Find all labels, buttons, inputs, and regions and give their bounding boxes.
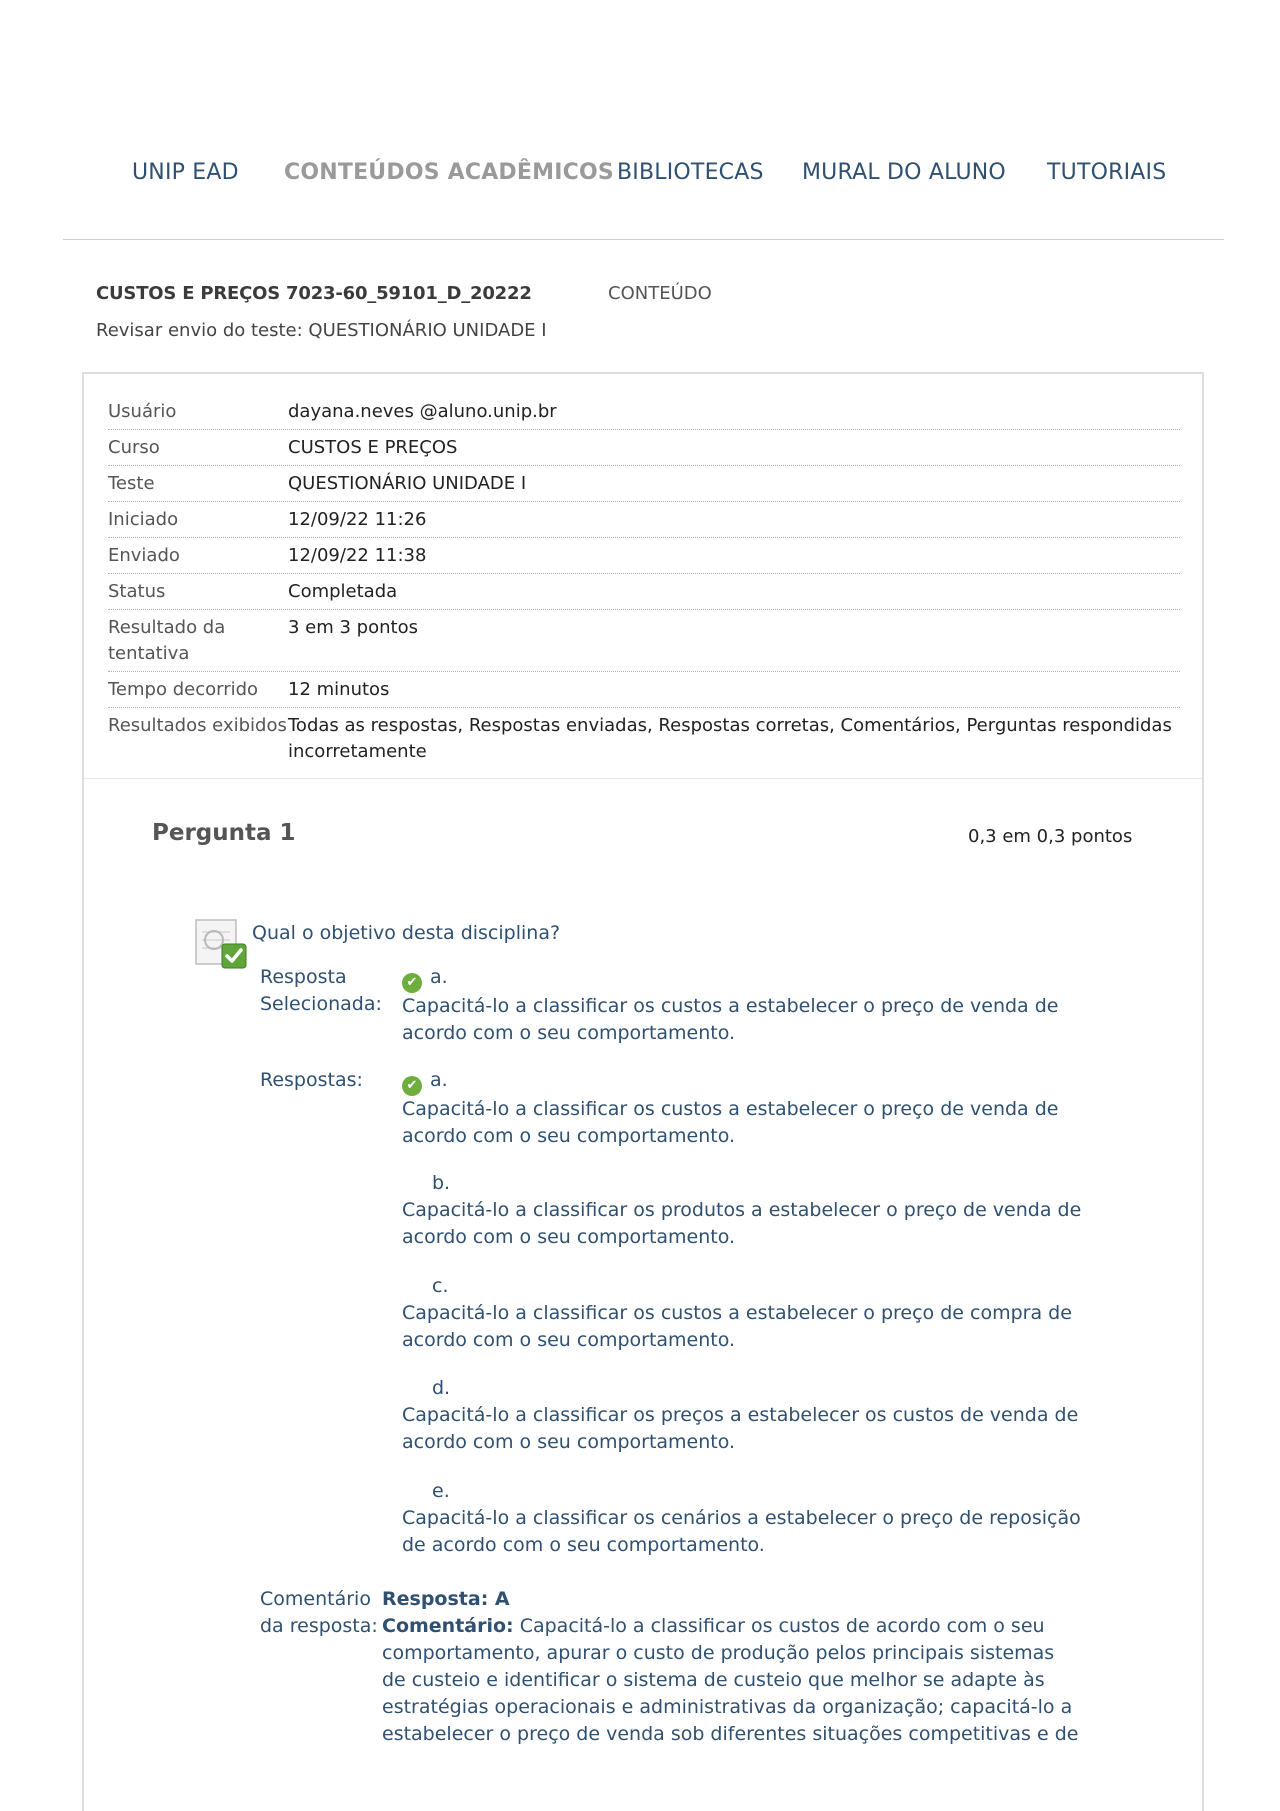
detail-label: Resultados exibidos	[108, 715, 287, 736]
answer-option	[402, 1375, 1082, 1456]
check-icon: ✔	[402, 1076, 422, 1096]
detail-label: Enviado	[108, 545, 180, 566]
comment-prefix: Comentário:	[382, 1615, 514, 1637]
detail-label: Tempo decorrido	[108, 679, 259, 700]
detail-label: Usuário	[108, 401, 177, 422]
breadcrumb-course[interactable]: CUSTOS E PREÇOS 7023-60_59101_D_20222	[96, 283, 532, 304]
detail-row	[108, 394, 1180, 430]
detail-value: 12/09/22 11:26	[288, 509, 427, 530]
detail-label: Curso	[108, 437, 160, 458]
answer-text: Capacitá-lo a classificar os custos a estabelecer o preço de compra de acordo com o seu comportamento.	[402, 1302, 1072, 1351]
comment-answer: Resposta: A	[382, 1588, 510, 1610]
detail-label: Teste	[108, 473, 155, 494]
detail-row	[108, 574, 1180, 610]
comment-body	[382, 1586, 1082, 1748]
answer-text: Capacitá-lo a classificar os produtos a estabelecer o preço de venda de acordo com o seu comportamento.	[402, 1199, 1082, 1248]
answer-letter: a.	[430, 1069, 448, 1091]
detail-value: Completada	[288, 581, 398, 602]
selected-answer-label: Resposta Selecionada:	[260, 966, 382, 1015]
nav-bibliotecas[interactable]: BIBLIOTECAS	[617, 160, 764, 185]
answer-option	[402, 1067, 1082, 1150]
answer-letter: e.	[432, 1480, 450, 1502]
detail-value: dayana.neves @aluno.unip.br	[288, 401, 557, 422]
selected-answer-letter-row	[402, 964, 1082, 993]
detail-value: 12/09/22 11:38	[288, 545, 427, 566]
answer-letter-row	[402, 1067, 1082, 1096]
detail-row	[108, 430, 1180, 466]
correct-answer-icon	[194, 918, 248, 970]
comment-label: Comentário da resposta:	[260, 1588, 378, 1637]
detail-label: Status	[108, 581, 166, 602]
check-icon: ✔	[402, 973, 422, 993]
detail-value: CUSTOS E PREÇOS	[288, 437, 458, 458]
nav-mural-do-aluno[interactable]: MURAL DO ALUNO	[802, 160, 1006, 185]
answer-text: Capacitá-lo a classificar os cenários a estabelecer o preço de reposição de acordo com o seu comportamento.	[402, 1507, 1081, 1556]
nav-unip-ead[interactable]: UNIP EAD	[132, 160, 239, 185]
answer-letter: c.	[432, 1275, 449, 1297]
selected-answer	[402, 964, 1082, 1047]
nav-tutoriais[interactable]: TUTORIAIS	[1047, 160, 1167, 185]
answer-letter: d.	[432, 1377, 451, 1399]
answer-letter: b.	[432, 1172, 451, 1194]
answer-option	[402, 1478, 1082, 1559]
detail-value: Todas as respostas, Respostas enviadas, Respostas corretas, Comentários, Perguntas respondidas incorretamente	[288, 715, 1172, 762]
detail-row	[108, 502, 1180, 538]
breadcrumb-section[interactable]: CONTEÚDO	[608, 283, 712, 304]
top-navigation	[0, 160, 1280, 192]
question-text: Qual o objetivo desta disciplina?	[252, 922, 561, 944]
detail-row	[108, 466, 1180, 502]
selected-answer-text: Capacitá-lo a classificar os custos a estabelecer o preço de venda de acordo com o seu comportamento.	[402, 995, 1059, 1044]
nav-divider	[63, 239, 1224, 240]
detail-row	[108, 610, 1180, 672]
detail-label: Iniciado	[108, 509, 179, 530]
answer-option	[402, 1273, 1082, 1354]
nav-conteudos-academicos[interactable]: CONTEÚDOS ACADÊMICOS	[284, 160, 614, 185]
answer-text: Capacitá-lo a classificar os custos a estabelecer o preço de venda de acordo com o seu comportamento.	[402, 1098, 1059, 1147]
breadcrumb	[96, 283, 532, 304]
question-points: 0,3 em 0,3 pontos	[968, 826, 1133, 847]
attempt-details	[108, 394, 1180, 769]
detail-value: QUESTIONÁRIO UNIDADE I	[288, 473, 527, 494]
detail-label: Resultado da tentativa	[108, 617, 226, 664]
detail-value: 3 em 3 pontos	[288, 617, 418, 638]
details-divider	[84, 778, 1202, 779]
detail-value: 12 minutos	[288, 679, 390, 700]
comment-text: Capacitá-lo a classificar os custos de acordo com o seu comportamento, apurar o custo de produção pelos principais sistemas de custeio e identificar o sistema de custeio que melhor se adapte às estratégias operacionais e administrativas da organização; capacitá-lo a estabelecer o preço de venda sob diferentes situações competitivas e de	[382, 1615, 1079, 1745]
detail-row	[108, 538, 1180, 574]
question-title: Pergunta 1	[152, 820, 296, 846]
answer-text: Capacitá-lo a classificar os preços a estabelecer os custos de venda de acordo com o seu comportamento.	[402, 1404, 1079, 1453]
review-panel	[82, 372, 1204, 1811]
answers-label: Respostas:	[260, 1069, 363, 1091]
detail-row	[108, 672, 1180, 708]
page-title: Revisar envio do teste: QUESTIONÁRIO UNIDADE I	[96, 320, 547, 341]
detail-row	[108, 708, 1180, 769]
answer-option	[402, 1170, 1082, 1251]
selected-answer-letter: a.	[430, 966, 448, 988]
